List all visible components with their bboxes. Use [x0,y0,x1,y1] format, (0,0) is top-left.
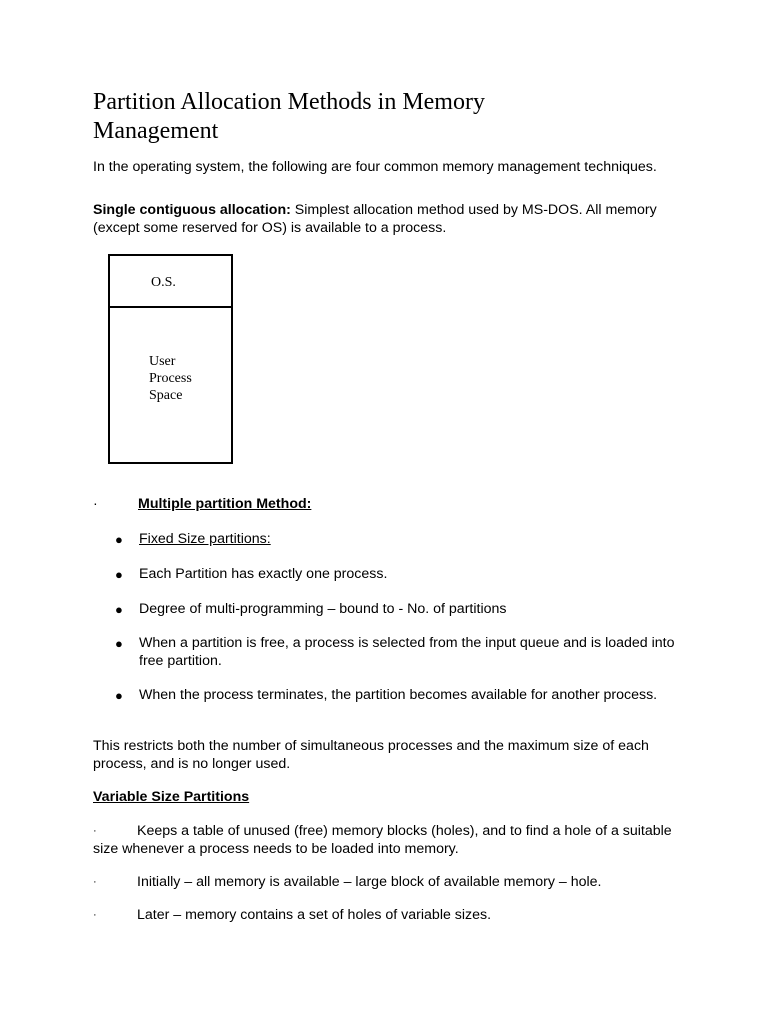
bullet-mark: ● [115,602,123,617]
bullet-dot: · [93,876,97,888]
list-item [93,907,673,925]
os-region [110,256,231,308]
variable-partitions-heading: Variable Size Partitions [93,789,250,805]
bullet-text: Each Partition has exactly one process. [139,566,388,582]
user-label-line: Space [149,388,183,403]
bullet-text: When the process terminates, the partition becomes available for another process. [139,687,658,703]
memory-layout-diagram [108,254,233,464]
page-title: Partition Allocation Methods in Memory Management [93,89,485,144]
list-item [93,874,673,892]
os-label: O.S. [151,275,176,290]
point-text: Keeps a table of unused (free) memory blocks (holes), and to find a hole of a suitable size whenever a process needs to be loaded into memory. [93,823,672,857]
list-item [93,823,673,858]
point-text: Later – memory contains a set of holes of variable sizes. [137,907,492,923]
list-item [115,566,675,584]
list-item [115,601,675,619]
multiple-partition-heading: Multiple partition Method: [138,496,312,512]
list-item [115,635,675,670]
restriction-paragraph: This restricts both the number of simultaneous processes and the maximum size of each process, and is no longer used. [93,738,649,772]
bullet-text: When a partition is free, a process is selected from the input queue and is loaded into free partition. [139,635,675,669]
single-contiguous-text: Simplest allocation method used by MS-DOS. All memory (except some reserved for OS) is available to a process. [93,202,657,236]
bullet-text: Degree of multi-programming – bound to - No. of partitions [139,601,507,617]
bullet-dot: · [93,909,97,921]
single-contiguous-paragraph [93,202,673,237]
list-item [115,687,675,705]
point-text: Initially – all memory is available – large block of available memory – hole. [137,874,602,890]
bullet-mark: ● [115,532,123,547]
bullet-dot: · [93,825,97,837]
bullet-mark: ● [115,688,123,703]
single-contiguous-label: Single contiguous allocation: [93,202,291,218]
list-item [115,531,675,549]
intro-paragraph: In the operating system, the following are four common memory management techniques. [93,159,657,175]
user-label-line: Process [149,371,192,386]
bullet-mark: ● [115,636,123,651]
user-process-space-label [149,353,229,404]
bullet-dot: · [93,496,98,512]
user-label-line: User [149,354,176,369]
bullet-mark: ● [115,567,123,582]
bullet-text: Fixed Size partitions: [139,531,271,547]
